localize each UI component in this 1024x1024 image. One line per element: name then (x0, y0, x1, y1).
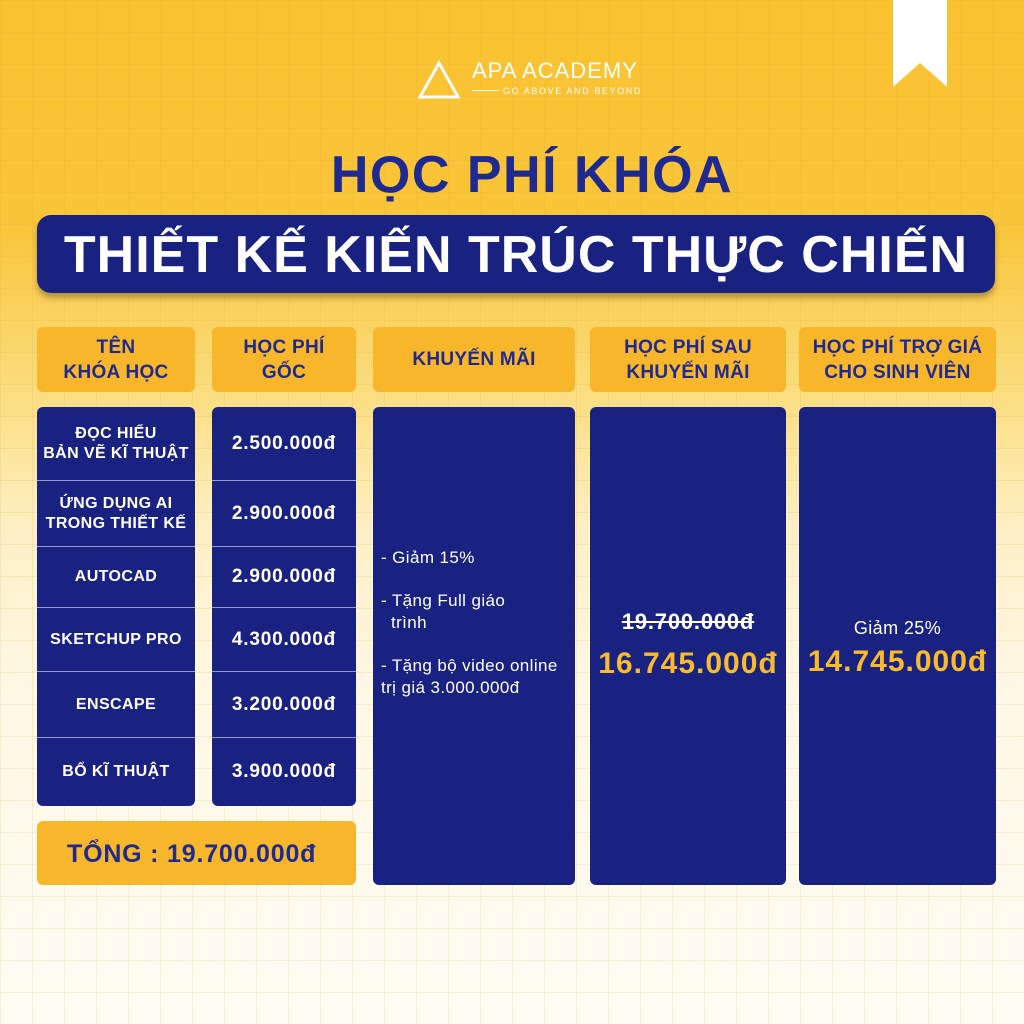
original-fee-value: 2.500.000đ (231, 432, 337, 454)
promotion-box (373, 407, 575, 885)
course-row (37, 671, 195, 737)
promotion-line: - Tặng Full giáo (381, 591, 506, 610)
course-title-banner (37, 215, 995, 293)
header-line: GỐC (261, 361, 307, 383)
fee-row (212, 737, 356, 806)
header-student-fee (799, 327, 996, 392)
course-row (37, 607, 195, 671)
promotion-item (381, 590, 571, 634)
header-line: HỌC PHÍ (243, 336, 325, 358)
original-fee-value: 2.900.000đ (231, 502, 337, 524)
struck-original-total: 19.700.000đ (621, 609, 755, 634)
student-discount: Giảm 25% (853, 618, 942, 638)
promotion-item (381, 547, 571, 569)
header-original-fee (212, 327, 356, 392)
promotion-line: trình (391, 613, 428, 632)
promotion-price: 16.745.000đ (598, 647, 778, 680)
course-name-column (37, 407, 195, 806)
promotion-line: - Giảm 15% (381, 548, 475, 567)
course-name-line: SKETCHUP PRO (50, 630, 182, 648)
course-name-line: TRONG THIẾT KẾ (45, 514, 187, 532)
promotion-item (381, 655, 571, 699)
course-name-line: ĐỌC HIỂU (75, 424, 157, 442)
header-line: HỌC PHÍ SAU (624, 336, 752, 358)
fee-row (212, 671, 356, 737)
header-promotion (373, 327, 575, 392)
header-line: TÊN (96, 336, 136, 358)
course-name-line: ỨNG DỤNG AI (59, 494, 173, 512)
header-fee-after-promotion (590, 327, 786, 392)
student-fee-box (799, 407, 996, 885)
header-line: HỌC PHÍ TRỢ GIÁ (812, 336, 983, 358)
header-course-name (37, 327, 195, 392)
fee-row (212, 607, 356, 671)
course-name-line: ENSCAPE (75, 695, 157, 713)
header-line: KHUYẾN MÃI (412, 349, 536, 370)
fee-after-promotion-box (590, 407, 786, 885)
bookmark-ribbon-icon (893, 0, 947, 88)
course-row (37, 407, 195, 480)
fee-row (212, 480, 356, 546)
promotion-line: - Tặng bộ video online (381, 656, 558, 675)
original-fee-value: 2.900.000đ (231, 566, 337, 587)
course-row (37, 546, 195, 607)
original-fee-column (212, 407, 356, 806)
course-name-line: BẢN VẼ KĨ THUẬT (43, 444, 189, 462)
page-title: HỌC PHÍ KHÓA (330, 146, 734, 204)
promotion-list (381, 547, 571, 699)
original-fee-value: 4.300.000đ (231, 628, 337, 650)
brand-name: APA ACADEMY (472, 58, 638, 83)
original-fee-value: 3.900.000đ (231, 761, 337, 782)
tagline-rule (472, 90, 499, 91)
total-box (37, 821, 356, 885)
course-row (37, 737, 195, 806)
promotion-line: trị giá 3.000.000đ (381, 678, 520, 697)
fee-row (212, 546, 356, 607)
brand-tagline: GO ABOVE AND BEYOND (503, 86, 642, 96)
header-line: CHO SINH VIÊN (824, 361, 971, 383)
total-label: TỔNG : (67, 840, 160, 868)
course-name-line: AUTOCAD (74, 568, 158, 585)
total-value: 19.700.000đ (167, 840, 317, 868)
triangle-logo-icon (418, 60, 462, 100)
header-line: KHUYẾN MÃI (626, 361, 750, 383)
course-title: THIẾT KẾ KIẾN TRÚC THỰC CHIẾN (63, 226, 969, 284)
original-fee-value: 3.200.000đ (231, 693, 337, 715)
course-name-line: BỔ KĨ THUẬT (62, 763, 170, 780)
fee-row (212, 407, 356, 480)
header-line: KHÓA HỌC (63, 361, 169, 383)
course-row (37, 480, 195, 546)
student-price: 14.745.000đ (807, 645, 988, 678)
